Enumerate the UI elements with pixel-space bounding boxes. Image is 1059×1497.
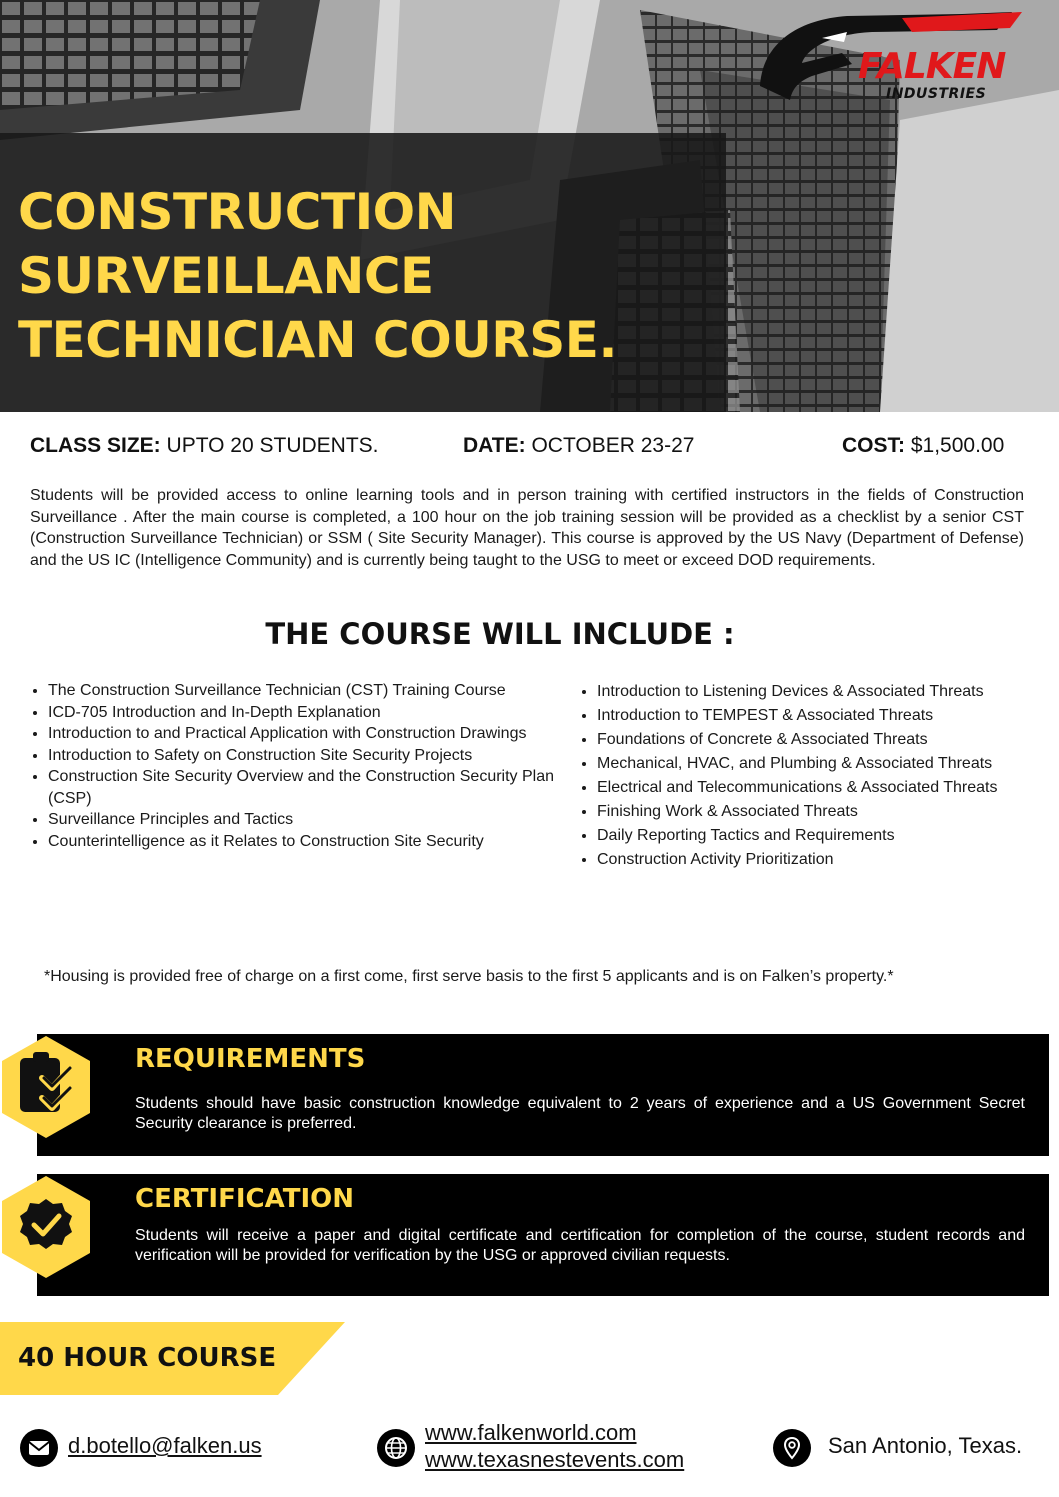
course-list-right — [579, 680, 1037, 872]
website-link-2[interactable]: www.texasnestevents.com — [425, 1447, 685, 1472]
title-line-1: CONSTRUCTION — [18, 183, 457, 241]
requirements-text: Students should have basic construction knowledge equivalent to 2 years of experience and a US Government Secret Security clearance is preferred. — [135, 1095, 1025, 1132]
course-cost — [842, 434, 1004, 458]
list-item: • ICD-705 Introduction and In-Depth Explanation — [48, 702, 568, 724]
list-item: • Daily Reporting Tactics and Requirements — [597, 824, 1037, 848]
website-link-1[interactable]: www.falkenworld.com — [425, 1420, 637, 1445]
course-include-heading: THE COURSE WILL INCLUDE : — [265, 617, 735, 651]
date-value: OCTOBER 23-27 — [525, 434, 695, 457]
logo-wordmark: FALKEN — [858, 46, 1006, 87]
list-item: • Introduction to Safety on Construction Site Security Projects — [48, 745, 568, 767]
logo-subtitle: INDUSTRIES — [886, 86, 987, 102]
list-item: • Surveillance Principles and Tactics — [48, 809, 568, 831]
list-item: • The Construction Surveillance Technician (CST) Training Course — [48, 680, 568, 702]
course-length-label: 40 HOUR COURSE — [18, 1343, 277, 1373]
requirements-title: REQUIREMENTS — [135, 1044, 366, 1074]
page-title — [18, 180, 617, 372]
list-item: • Construction Site Security Overview and the Construction Security Plan (CSP) — [48, 766, 568, 809]
list-item: • Counterintelligence as it Relates to Construction Site Security — [48, 831, 568, 853]
course-date — [463, 434, 694, 458]
class-size-value: UPTO 20 STUDENTS. — [160, 434, 379, 457]
list-item: • Construction Activity Prioritization — [597, 848, 1037, 872]
title-line-2: SURVEILLANCE — [18, 247, 434, 305]
email-link[interactable]: d.botello@falken.us — [68, 1433, 262, 1458]
list-item: • Introduction to TEMPEST & Associated Threats — [597, 704, 1037, 728]
badge-check-icon — [0, 1174, 92, 1280]
location-pin-icon — [773, 1429, 811, 1467]
location-text: San Antonio, Texas. — [828, 1433, 1023, 1458]
date-label: DATE: — [463, 434, 526, 457]
certification-text: Students will receive a paper and digital certificate and certification for completion of the course, student records and verification will be provided for verification by the USG or approved civilian requests. — [135, 1227, 1025, 1264]
cost-label: COST: — [842, 434, 905, 457]
list-item: • Electrical and Telecommunications & Associated Threats — [597, 776, 1037, 800]
list-item: • Mechanical, HVAC, and Plumbing & Associated Threats — [597, 752, 1037, 776]
title-line-3: TECHNICIAN COURSE. — [18, 311, 617, 369]
globe-icon — [377, 1429, 415, 1467]
email-icon — [20, 1429, 58, 1467]
class-size — [30, 434, 379, 458]
certification-title: CERTIFICATION — [135, 1184, 354, 1214]
housing-note: *Housing is provided free of charge on a first come, first serve basis to the first 5 applicants and is on Falken’s property.* — [44, 968, 894, 985]
checklist-icon — [0, 1034, 92, 1140]
course-description: Students will be provided access to online learning tools and in person training with certified instructors in the fields of Construction Surveillance . After the main course is completed, a 100 hour on the job training session will be provided as a checklist by a senior CST (Construction Surveillance Technician) or SSM ( Site Security Manager). This course is approved by the US Navy (Department of Defense) and the US IC (Intelligence Community) and is currently being taught to the USG to meet or exceed DOD requirements. — [30, 487, 1024, 569]
class-size-label: CLASS SIZE: — [30, 434, 161, 457]
list-item: • Foundations of Concrete & Associated Threats — [597, 728, 1037, 752]
course-list-left — [30, 680, 568, 852]
list-item: • Finishing Work & Associated Threats — [597, 800, 1037, 824]
cost-value: $1,500.00 — [905, 434, 1005, 457]
list-item: • Introduction to Listening Devices & Associated Threats — [597, 680, 1037, 704]
list-item: • Introduction to and Practical Application with Construction Drawings — [48, 723, 568, 745]
